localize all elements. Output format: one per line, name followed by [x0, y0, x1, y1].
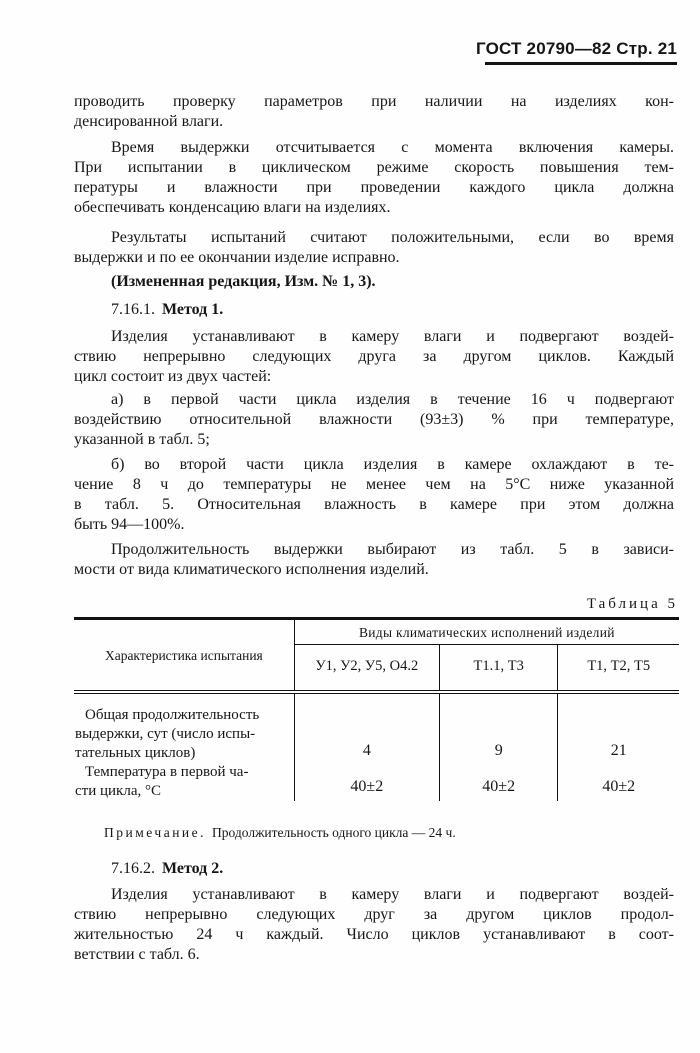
- cell-value: 9: [439, 692, 558, 763]
- row-label-line: Температура в первой ча-: [85, 764, 249, 780]
- text-line: в табл. 5. Относительная влажность в камере при этом должна: [74, 496, 674, 513]
- text-line: ствию непрерывно следующих друга за другом циклов. Каждый: [74, 348, 674, 365]
- page-header: [476, 39, 677, 65]
- paragraph-item-b: [74, 455, 674, 535]
- text-line: При испытании в циклическом режиме скорость повышения тем-: [74, 159, 674, 176]
- page-header-rule: [485, 62, 677, 65]
- row-label-line: выдержки, сут (число испы-: [75, 726, 256, 742]
- text-line: проводить проверку параметров при наличии на изделиях кон-: [74, 93, 674, 110]
- paragraph: [74, 138, 674, 218]
- page-header-text: ГОСТ 20790—82 Стр. 21: [475, 39, 677, 58]
- text-line: воздействию относительной влажности (93±3) % при температуре,: [74, 411, 674, 428]
- text-line: а) в первой части цикла изделия в течение 16 ч подвергают: [111, 391, 674, 408]
- cell-value: 21: [558, 692, 679, 763]
- table-group-header: Виды климатических исполнений изделий: [294, 619, 679, 645]
- text-line: б) во второй части цикла изделия в камере охлаждают в те-: [111, 456, 674, 473]
- table-column-header: Т1, Т2, Т5: [558, 645, 679, 693]
- text-line: указанной в табл. 5;: [74, 431, 210, 448]
- text-line: пературы и влажности при проведении каждого цикла должна: [74, 179, 674, 196]
- text-line: чение 8 ч до температуры не менее чем на 5°С ниже указанной: [74, 476, 674, 493]
- table-row: [74, 763, 679, 801]
- table-column-header: Т1.1, Т3: [439, 645, 558, 693]
- note-text: Продолжительность одного цикла — 24 ч.: [212, 825, 456, 840]
- paragraph-item-a: [74, 390, 674, 450]
- cell-value: 40±2: [294, 763, 439, 801]
- cell-value: 40±2: [558, 763, 679, 801]
- text-line: ветствии с табл. 6.: [74, 946, 200, 963]
- cell-value: 40±2: [439, 763, 558, 801]
- paragraph: [74, 228, 674, 268]
- text-line: Продолжительность выдержки выбирают из табл. 5 в зависи-: [111, 541, 674, 558]
- heading-number: 7.16.1.: [111, 301, 155, 318]
- heading-number: 7.16.2.: [111, 860, 155, 877]
- paragraph: [74, 540, 674, 580]
- row-label: [74, 763, 294, 801]
- row-label: [74, 692, 294, 763]
- table-note: [104, 824, 674, 841]
- text-line: Изделия устанавливают в камеру влаги и подвергают воздей-: [111, 328, 674, 345]
- text-line: Время выдержки отсчитывается с момента включения камеры.: [111, 139, 674, 156]
- text-line: денсированной влаги.: [74, 113, 224, 130]
- heading-title: Метод 1.: [162, 301, 224, 318]
- row-label-line: Общая продолжительность: [85, 707, 260, 723]
- text-line: быть 94—100%.: [74, 516, 185, 533]
- amendment-note: (Измененная редакция, Изм. № 1, 3).: [111, 273, 376, 290]
- heading-title: Метод 2.: [162, 860, 224, 877]
- table-5: [74, 617, 679, 801]
- text-line: мости от вида климатического исполнения изделий.: [74, 561, 429, 578]
- table-row-header: Характеристика испытания: [74, 619, 294, 693]
- text-line: Результаты испытаний считают положительными, если во время: [111, 229, 674, 246]
- paragraph: [74, 885, 674, 965]
- text-line: выдержки и по ее окончании изделие исправно.: [74, 249, 400, 266]
- text-line: Изделия устанавливают в камеру влаги и подвергают воздей-: [111, 886, 674, 903]
- row-label-line: сти цикла, °С: [75, 783, 161, 799]
- document-body: [74, 92, 678, 965]
- text-line: обеспечивать конденсацию влаги на изделиях.: [74, 199, 391, 216]
- section-heading-7-16-2: [74, 859, 674, 879]
- table-label: Таблица 5: [586, 596, 678, 612]
- paragraph: [74, 92, 674, 132]
- paragraph: [74, 327, 674, 387]
- text-line: жительностью 24 ч каждый. Число циклов устанавливают в соот-: [74, 926, 674, 943]
- table-column-header: У1, У2, У5, О4.2: [294, 645, 439, 693]
- note-label: Примечание.: [104, 825, 207, 840]
- cell-value: 4: [294, 692, 439, 763]
- text-line: цикл состоит из двух частей:: [74, 368, 272, 385]
- section-heading-7-16-1: [74, 300, 674, 320]
- table-5-block: [74, 595, 679, 801]
- row-label-line: тательных циклов): [75, 745, 196, 761]
- text-line: ствию непрерывно следующих друг за другом циклов продол-: [74, 906, 674, 923]
- table-row: [74, 692, 679, 763]
